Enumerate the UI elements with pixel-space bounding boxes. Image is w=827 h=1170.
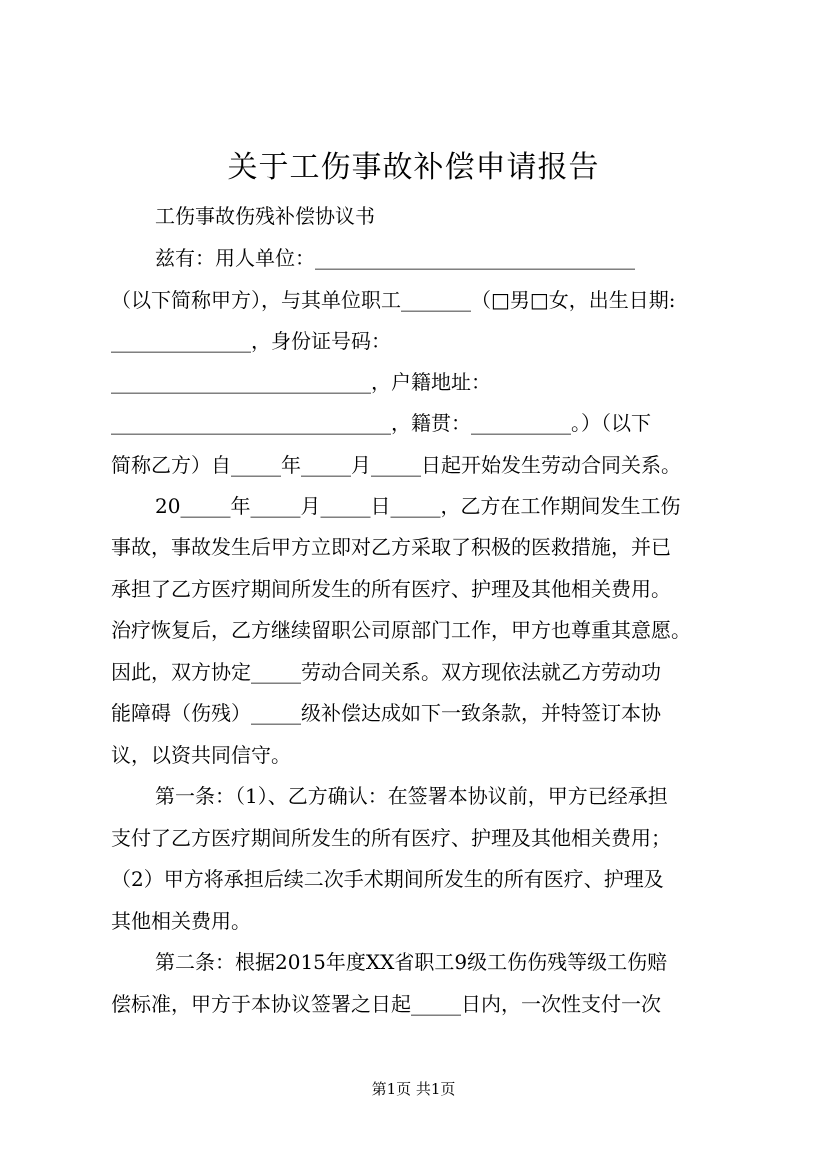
article-2-line-1: 第二条：根据2015年度XX省职工9级工伤伤残等级工伤赔 [155,950,668,974]
body-line-accident: 事故，事故发生后甲方立即对乙方采取了积极的医救措施，并已 [111,535,671,559]
article-1-line-3: （2）甲方将承担后续二次手术期间所发生的所有医疗、护理及 [111,867,664,891]
body-line-expenses: 承担了乙方医疗期间所发生的所有医疗、护理及其他相关费用。 [111,577,671,601]
article-1-line-1: 第一条：（1）、乙方确认：在签署本协议前，甲方已经承担 [155,784,668,808]
body-line-good-faith: 议，以资共同信守。 [111,743,291,767]
article-1-line-2: 支付了乙方医疗期间所发生的所有医疗、护理及其他相关费用； [111,826,671,850]
body-line-id-number: ______________，身份证号码： [111,329,391,353]
body-line-native-place: ____________________________，籍贯：__________。）（以下 [111,411,651,435]
body-line-accident-date: 20_____年_____月_____日_____，乙方在工作期间发生工伤 [155,494,681,518]
body-line-address: __________________________，户籍地址： [111,370,491,394]
body-line-recovery: 治疗恢复后，乙方继续留职公司原部门工作，甲方也尊重其意愿。 [111,618,691,642]
page-title: 关于工伤事故补偿申请报告 [227,150,600,185]
body-line-agreement: 因此，双方协定_____劳动合同关系。双方现依法就乙方劳动功 [111,660,661,684]
page-number: 第1页 共1页 [371,1080,456,1098]
article-1-line-4: 其他相关费用。 [111,909,251,933]
body-line-contract-start: 简称乙方）自_____年_____月_____日起开始发生劳动合同关系。 [111,453,681,477]
body-line-disability: 能障碍（伤残）_____级补偿达成如下一致条款，并特签订本协 [111,701,661,725]
body-line-employer: 兹有：用人单位：________________________________ [155,246,635,270]
body-line-employee: （以下简称甲方），与其单位职工_______（□男□女，出生日期: [111,288,676,312]
agreement-heading: 工伤事故伤残补偿协议书 [155,204,375,228]
article-2-line-2: 偿标准，甲方于本协议签署之日起_____日内，一次性支付一次 [111,992,661,1016]
